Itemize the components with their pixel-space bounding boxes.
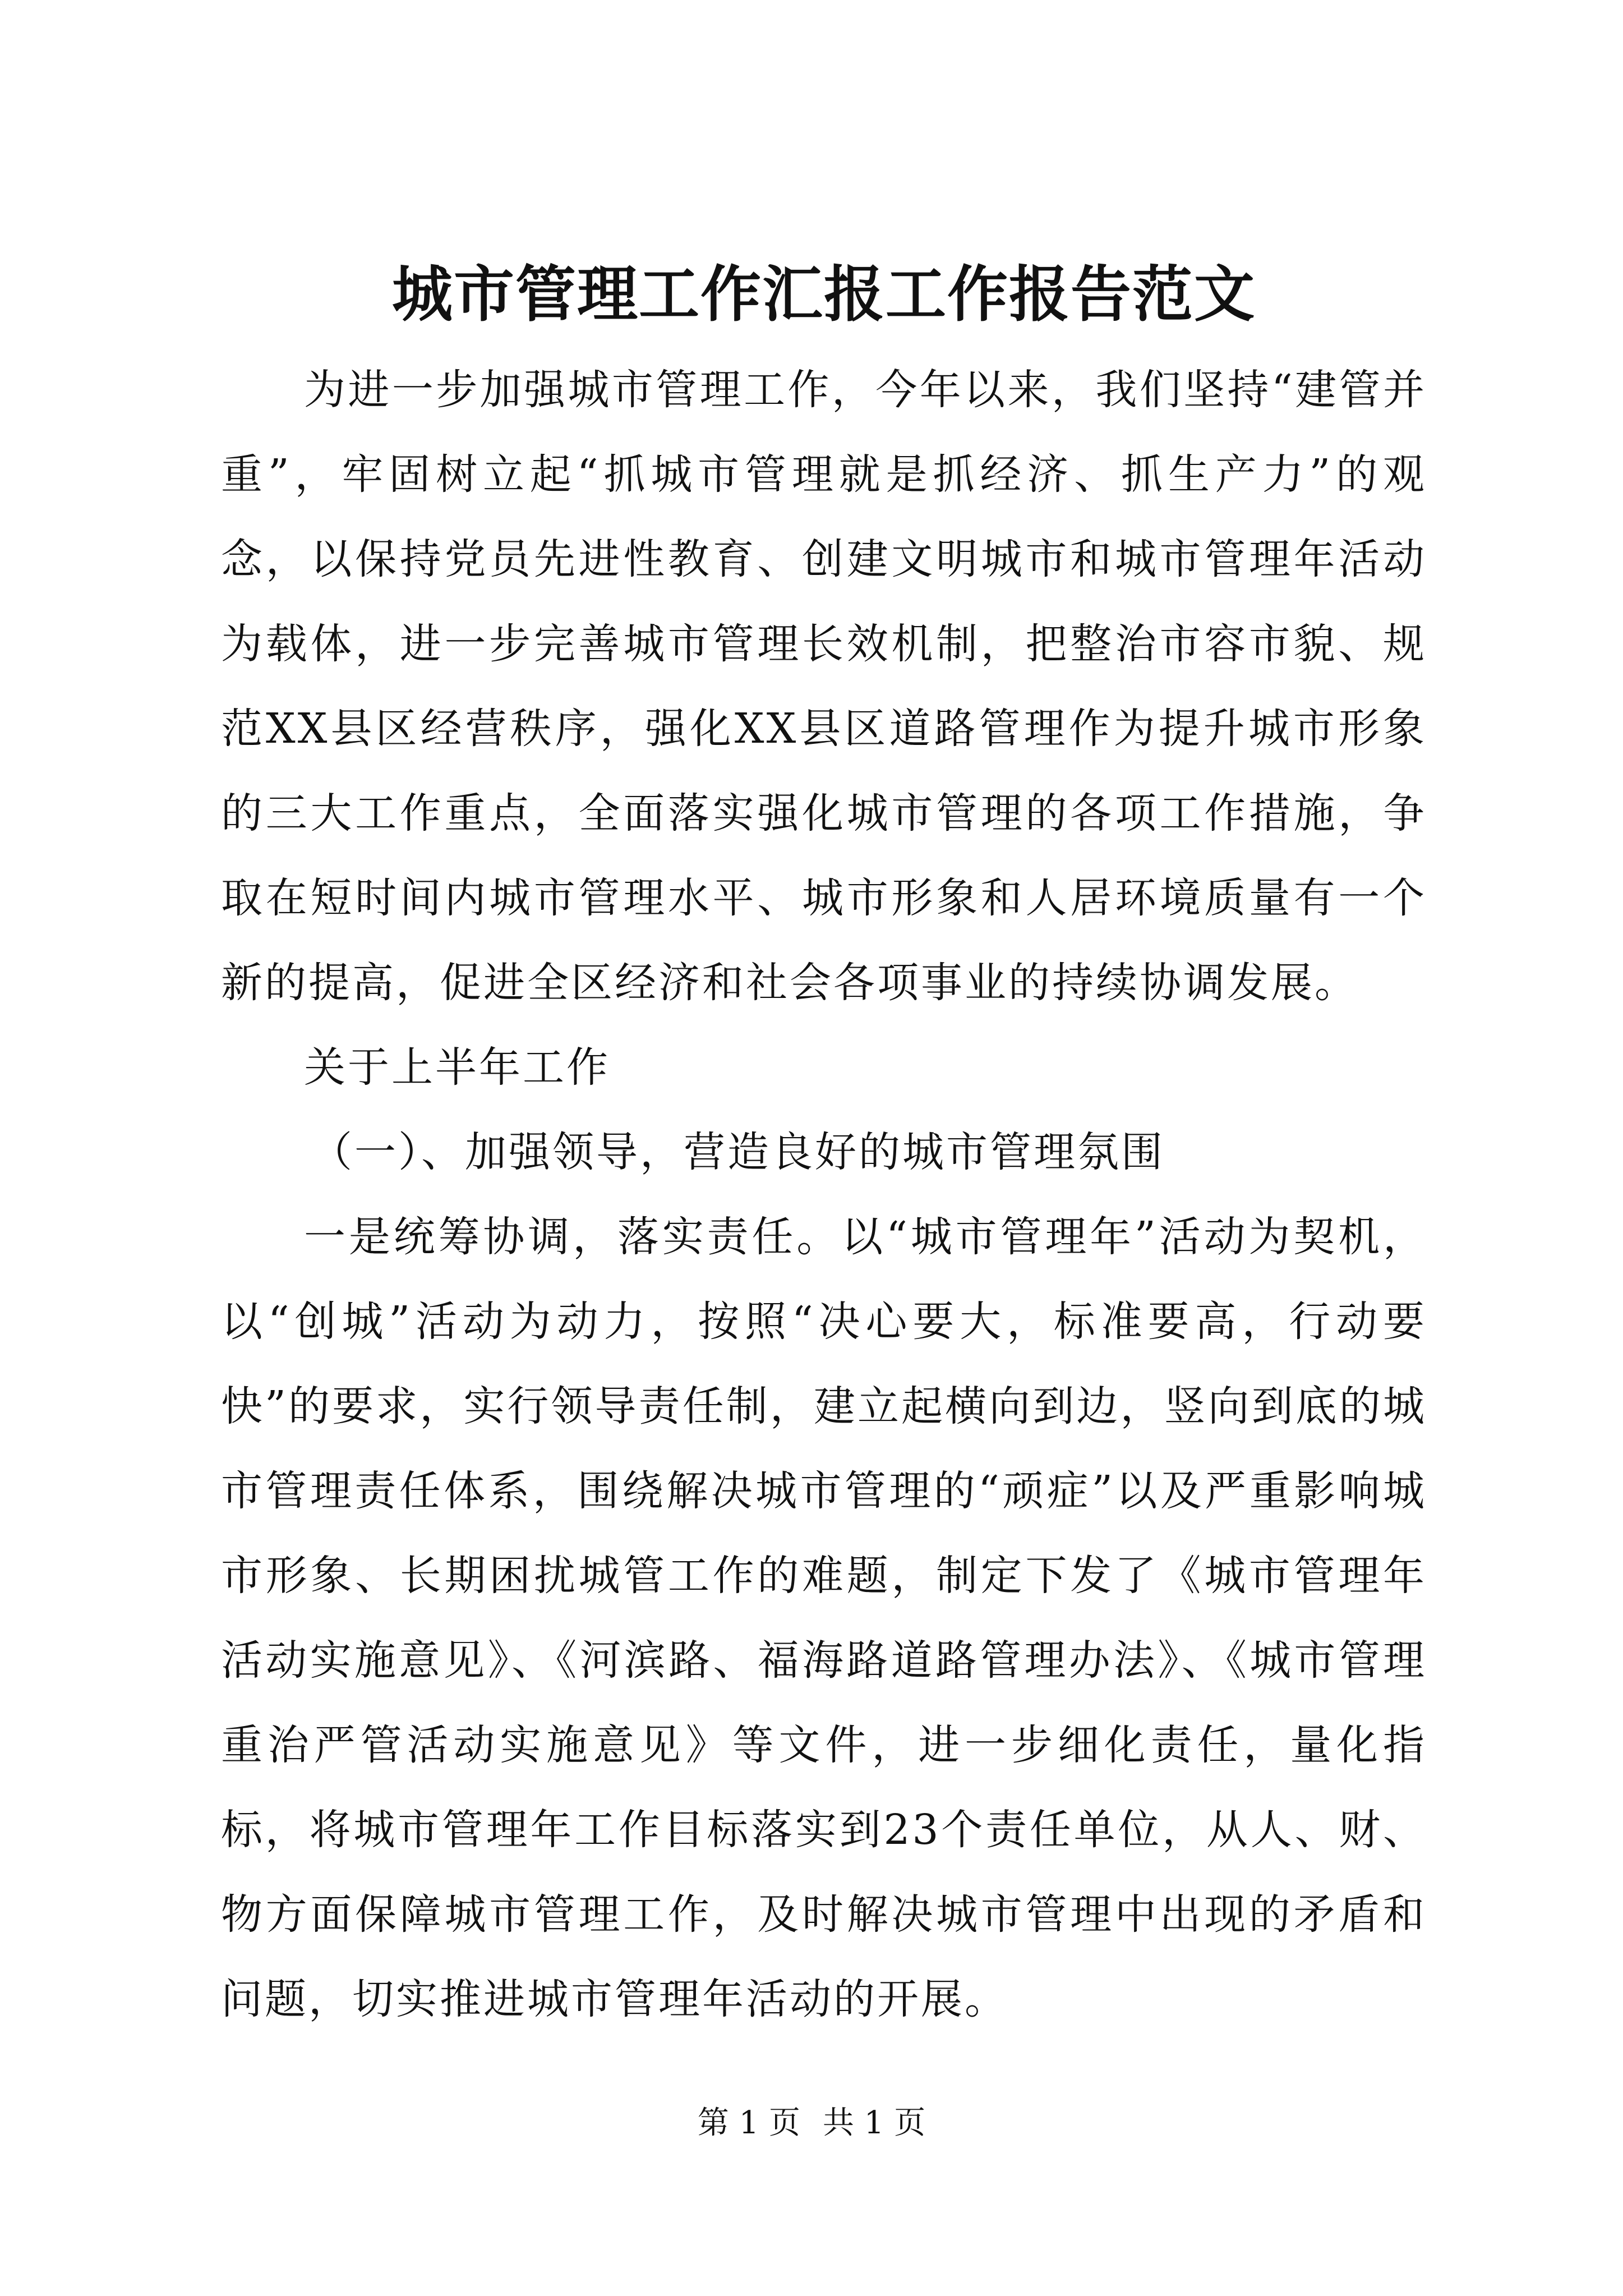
subsection-heading: （一）、加强领导，营造良好的城市管理氛围 xyxy=(311,1128,1165,1176)
document-title: 城市管理工作汇报工作报告范文 xyxy=(391,259,1256,330)
body-paragraph: 一是统筹协调，落实责任。以“城市管理年”活动为契机，以“创城”活动为动力，按照“决心要大，标准要高，行动要快”的要求，实行领导责任制，建立起横向到边，竖向到底的城市管理责任体系，围绕解决城市管理的“顽症”以及严重影响城市形象、长期困扰城管工作的难题，制定下发了《城市管理年活动实施意见》、《河滨路、福海路道路管理办法》、《城市管理重治严管活动实施意见》等文件，进一步细化责任，量化指标，将城市管理年工作目标落实到23个责任单位，从人、财、物方面保障城市管理工作，及时解决城市管理中出现的矛盾和问题，切实推进城市管理年活动的开展。 xyxy=(221,1213,1427,2023)
page-footer xyxy=(0,2101,1623,2146)
page-total: 共 1 页 xyxy=(823,2105,926,2141)
page-number: 第 1 页 xyxy=(697,2105,800,2141)
section-heading: 关于上半年工作 xyxy=(304,1043,610,1092)
document-body xyxy=(221,247,1427,2042)
intro-paragraph: 为进一步加强城市管理工作，今年以来，我们坚持“建管并重”，牢固树立起“抓城市管理就是抓经济、抓生产力”的观念，以保持党员先进性教育、创建文明城市和城市管理年活动为载体，进一步完善城市管理长效机制，把整治市容市貌、规范XX县区经营秩序，强化XX县区道路管理作为提升城市形象的三大工作重点，全面落实强化城市管理的各项工作措施，争取在短时间内城市管理水平、城市形象和人居环境质量有一个新的提高，促进全区经济和社会各项事业的持续协调发展。 xyxy=(221,366,1427,1007)
